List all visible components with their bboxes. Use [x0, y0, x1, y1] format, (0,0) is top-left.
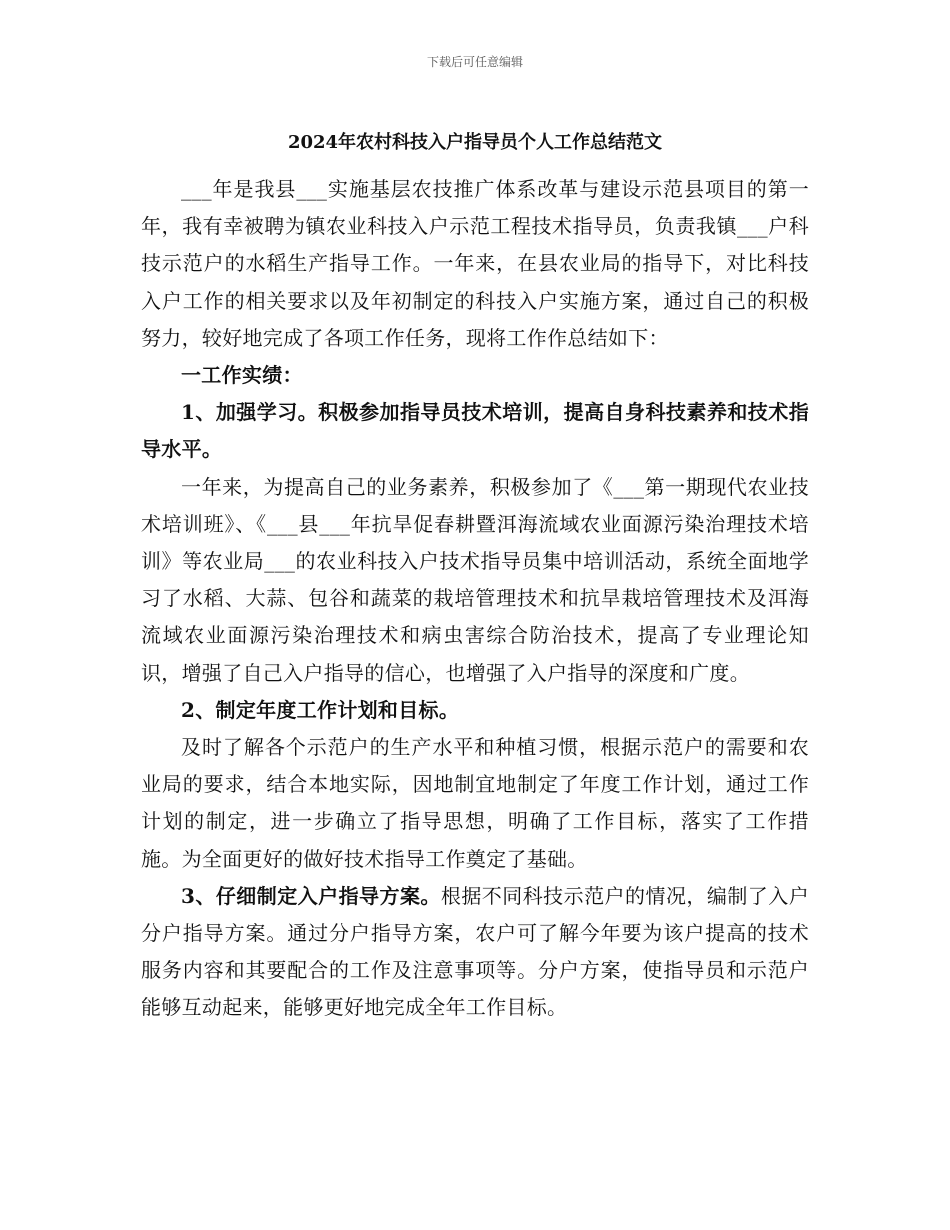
item3-body: 根据不同科技示范户的情况，编制了入户分户指导方案。通过分户指导方案，农户可了解今年要为该户提高的技术服务内容和其要配合的工作及注意事项等。分户方案，使指导员和示范户能够互动起来，能够更好地完成全年工作目标。 [141, 883, 809, 1020]
section-heading-achievements: 一工作实绩： [181, 363, 303, 388]
document-body [141, 171, 809, 1027]
document-title: 2024年农村科技入户指导员个人工作总结范文 [287, 132, 663, 153]
item2-heading: 2、制定年度工作计划和目标。 [181, 697, 460, 722]
item3-heading: 3、仔细制定入户指导方案。 [181, 883, 441, 908]
paragraph-intro: ___年是我县___实施基层农技推广体系改革与建设示范县项目的第一年，我有幸被聘为镇农业科技入户示范工程技术指导员，负责我镇___户科技示范户的水稻生产指导工作。一年来，在县农业局的指导下，对比科技入户工作的相关要求以及年初制定的科技入户实施方案，通过自己的积极努力，较好地完成了各项工作任务，现将工作作总结如下： [141, 177, 809, 350]
item1-heading: 1、加强学习。积极参加指导员技术培训，提高自身科技素养和技术指导水平。 [141, 400, 809, 462]
item1-body: 一年来，为提高自己的业务素养，积极参加了《___第一期现代农业技术培训班》、《___县___年抗旱促春耕暨洱海流域农业面源污染治理技术培训》等农业局___的农业科技入户技术指导员集中培训活动，系统全面地学习了水稻、大蒜、包谷和蔬菜的栽培管理技术和抗旱栽培管理技术及洱海流域农业面源污染治理技术和病虫害综合防治技术，提高了专业理论知识，增强了自己入户指导的信心，也增强了入户指导的深度和广度。 [141, 474, 809, 685]
item3-paragraph [141, 878, 809, 1027]
item2-body: 及时了解各个示范户的生产水平和种植习惯，根据示范户的需要和农业局的要求，结合本地实际，因地制宜地制定了年度工作计划，通过工作计划的制定，进一步确立了指导思想，明确了工作目标，落实了工作措施。为全面更好的做好技术指导工作奠定了基础。 [141, 735, 809, 871]
header-note: 下载后可任意编辑 [426, 55, 523, 69]
